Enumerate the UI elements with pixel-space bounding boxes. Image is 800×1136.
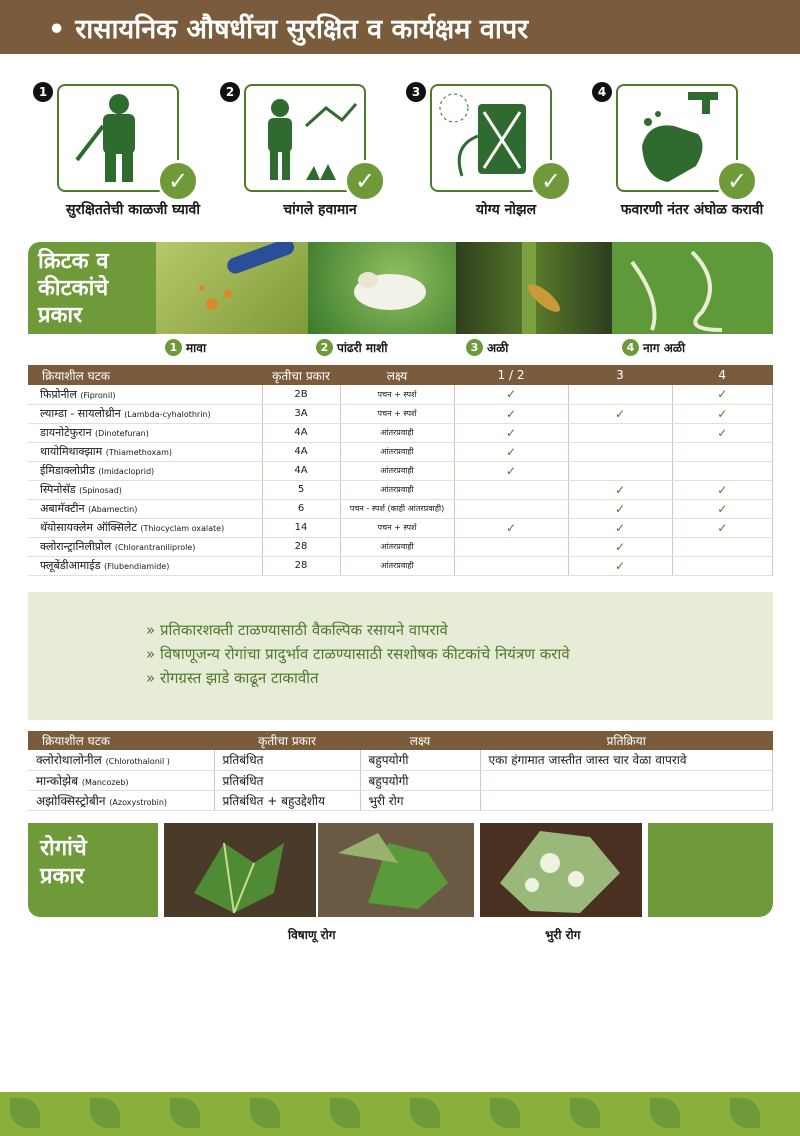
check-icon: ✓ <box>157 160 199 202</box>
table-row: मान्कोझेब (Mancozeb) प्रतिबंधित बहुपयोगी <box>28 770 773 790</box>
tip-item: » प्रतिकारशक्ती टाळण्यासाठी वैकल्पिक रसायने वापरावे <box>146 621 448 639</box>
table-row: डायनोटेफुरान (Dinotefuran) 4A आंतरप्रवाही ✓ ✓ <box>28 423 773 442</box>
whitefly-photo <box>308 242 456 334</box>
caterpillar-photo <box>456 242 612 334</box>
disease-label-mildew: भुरी रोग <box>545 928 581 942</box>
table-row: स्पिनोसॅड (Spinosad) 5 आंतरप्रवाही ✓ ✓ <box>28 480 773 499</box>
virus-disease-photo-2 <box>318 823 474 917</box>
table-row: क्लोरान्ट्रानिलीप्रोल (Chlorantraniliprole) 28 आंतरप्रवाही ✓ <box>28 537 773 556</box>
table-row: क्लोरोथालोनील (Chlorothalonil ) प्रतिबंधित बहुपयोगी एका हंगामात जास्तीत जास्त चार वेळा वापरावे <box>28 750 773 770</box>
table-row: फ्लूबेंडीआमाईड (Flubendiamide) 28 आंतरप्रवाही ✓ <box>28 556 773 575</box>
table-row: ईमिडाक्लोप्रीड (Imidacloprid) 4A आंतरप्रवाही ✓ <box>28 461 773 480</box>
aphid-photo <box>156 242 308 334</box>
disease-types-title: रोगांचे प्रकार <box>28 823 158 917</box>
step-number: 4 <box>592 82 612 102</box>
fungicide-table <box>28 731 773 811</box>
tip-item: » रोगग्रस्त झाडे काढून टाकावीत <box>146 669 319 687</box>
table-row: फिप्रोनील (Fipronil) 2B पचन + स्पर्श ✓ ✓ <box>28 385 773 404</box>
step-label: योग्य नोझल <box>475 202 537 218</box>
table-header: क्रियाशील घटक कृतीचा प्रकार लक्ष्य प्रतिक्रिया <box>28 731 773 750</box>
powdery-mildew-photo <box>480 823 642 917</box>
table-row: थॅयोसायक्लेम ऑक्सिलेट (Thiocyclam oxalate) 14 पचन + स्पर्श ✓ ✓ ✓ <box>28 518 773 537</box>
step-label: सुरक्षिततेची काळजी घ्यावी <box>66 202 200 218</box>
step-label: चांगले हवामान <box>283 202 357 218</box>
page-header <box>0 0 800 54</box>
footer-leaf-band <box>0 1092 800 1136</box>
table-row: अबामॅक्टीन (Abamectin) 6 पचन - स्पर्श (काही आंतरप्रवाही) ✓ ✓ <box>28 499 773 518</box>
tips-box <box>28 592 773 720</box>
check-icon: ✓ <box>716 160 758 202</box>
safety-step-3 <box>406 82 596 222</box>
pest-label-2: 2 पांढरी माशी <box>316 339 387 356</box>
virus-disease-photo-1 <box>164 823 316 917</box>
table-row: अझोक्सिस्ट्रोबीन (Azoxystrobin) प्रतिबंधित + बहुउद्देशीय भुरी रोग <box>28 790 773 810</box>
tip-item: » विषाणूजन्य रोगांचा प्रादुर्भाव टाळण्यासाठी रसशोषक कीटकांचे नियंत्रण करावे <box>146 645 570 663</box>
table-header: क्रियाशील घटक कृतीचा प्रकार लक्ष्य 1 / 2 3 4 <box>28 365 773 385</box>
safety-step-4 <box>592 82 782 222</box>
table-row: ल्याम्डा - सायलोथ्रीन (Lambda-cyhalothrin) 3A पचन + स्पर्श ✓ ✓ ✓ <box>28 404 773 423</box>
pest-types-banner <box>28 242 773 334</box>
safety-step-2 <box>220 82 410 222</box>
page-title: रासायनिक औषधींचा सुरक्षित व कार्यक्षम वापर <box>75 14 529 45</box>
step-number: 1 <box>33 82 53 102</box>
insecticide-table <box>28 365 773 576</box>
pest-label-1: 1 मावा <box>165 339 206 356</box>
check-icon: ✓ <box>530 160 572 202</box>
step-number: 2 <box>220 82 240 102</box>
disease-banner-end <box>648 823 773 917</box>
header-bullet: • <box>48 14 66 45</box>
step-label: फवारणी नंतर अंघोळ करावी <box>620 202 764 218</box>
pest-types-title: क्रिटक व कीटकांचे प्रकार <box>28 242 156 334</box>
pest-label-3: 3 अळी <box>466 339 508 356</box>
leafminer-photo <box>612 242 773 334</box>
disease-label-virus: विषाणू रोग <box>288 928 336 942</box>
safety-step-1 <box>33 82 223 222</box>
disease-types-banner <box>28 823 773 917</box>
table-row: थायोमिथाक्झाम (Thiamethoxam) 4A आंतरप्रवाही ✓ <box>28 442 773 461</box>
check-icon: ✓ <box>344 160 386 202</box>
step-number: 3 <box>406 82 426 102</box>
pest-label-4: 4 नाग अळी <box>622 339 685 356</box>
